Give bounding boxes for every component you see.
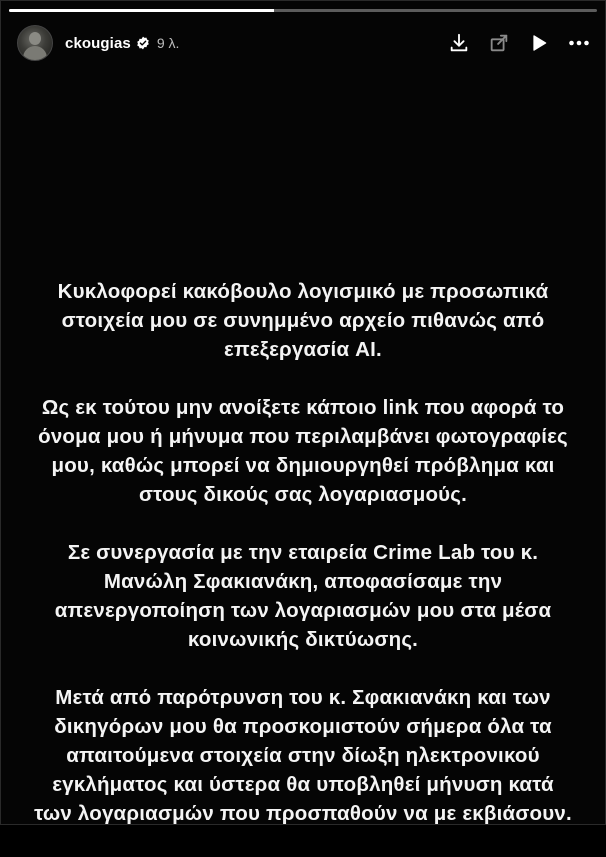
story-header <box>17 23 591 63</box>
avatar[interactable] <box>17 25 53 61</box>
play-icon[interactable] <box>527 31 551 55</box>
story-paragraph-2: Ως εκ τούτου μην ανοίξετε κάποιο link που αφορά το όνομα μου ή μήνυμα που περιλαμβάνει φωτογραφίες μου, καθώς μπορεί να δημιουργηθεί πρόβλημα και στους δικούς σας λογαριασμούς. <box>38 396 568 506</box>
more-icon[interactable] <box>567 31 591 55</box>
verified-badge-icon <box>136 36 150 50</box>
avatar-shoulders <box>23 46 47 61</box>
timestamp: 9 λ. <box>156 35 180 51</box>
story-paragraph-3: Σε συνεργασία με την εταιρεία Crime Lab του κ. Μανώλη Σφακιανάκη, αποφασίσαμε την απενεργοποίηση των λογαριασμών μου στα μέσα κοινωνικής δικτύωσης. <box>54 541 552 651</box>
story-progress-fill <box>9 9 274 12</box>
share-icon[interactable] <box>487 31 511 55</box>
avatar-head <box>29 32 41 45</box>
story-text-block <box>31 277 575 857</box>
download-icon[interactable] <box>447 31 471 55</box>
story-paragraph-4: Μετά από παρότρυνση του κ. Σφακιανάκη και των δικηγόρων μου θα προσκομιστούν σήμερα όλα τα απαιτούμενα στοιχεία στην δίωξη ηλεκτρονικού εγκλήματος και ύστερα θα υποβληθεί μήνυση κατά των λογαριασμών που προσπαθούν να με εκβιάσουν. <box>34 686 572 825</box>
username[interactable]: ckougias <box>65 34 131 52</box>
story-paragraph-1: Κυκλοφορεί κακόβουλο λογισμικό με προσωπικά στοιχεία μου σε συνημμένο αρχείο πιθανώς από επεξεργασία AI. <box>57 280 549 361</box>
story-progress-bar <box>9 9 597 12</box>
